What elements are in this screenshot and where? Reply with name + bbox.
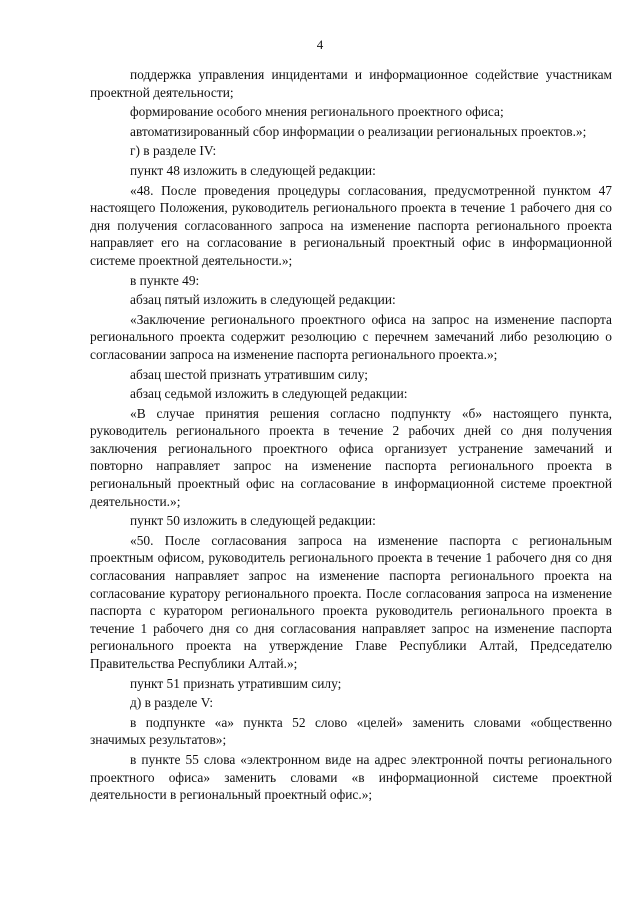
paragraph: пункт 51 признать утратившим силу; [130, 675, 342, 691]
paragraph: формирование особого мнения регионального проектного офиса; [130, 104, 504, 120]
paragraph: абзац седьмой изложить в следующей редакции: [130, 386, 408, 402]
paragraph: абзац пятый изложить в следующей редакции: [130, 292, 396, 308]
paragraph: в пункте 55 слова «электронном виде на адрес электронной почты регионального проектного офиса» заменить словами «в информационной системе проектной деятельности в региональный проектный офис.»; [90, 751, 612, 803]
paragraph: г) в разделе IV: [130, 143, 217, 159]
paragraph: «50. После согласования запроса на изменение паспорта с региональным проектным офисом, руководитель регионального проекта в течение 1 рабочего дня со дня согласования направляет запрос на изменение паспорта регионального проекта на согласование куратору регионального проекта. После согласования запроса на изменение паспорта с куратором регионального проекта руководитель регионального проекта в течение 1 рабочего дня со дня согласования направляет запрос на изменение паспорта регионального проекта на утверждение Главе Республики Алтай, Председателю Правительства Республики Алтай.»; [90, 532, 612, 671]
paragraph: «Заключение регионального проектного офиса на запрос на изменение паспорта регионального проекта содержит резолюцию с перечнем замечаний либо резолюцию о согласовании запроса на изменение паспорта регионального проекта.»; [90, 311, 612, 362]
document-body [90, 66, 612, 806]
paragraph: абзац шестой признать утратившим силу; [130, 366, 368, 382]
paragraph: автоматизированный сбор информации о реализации региональных проектов.»; [130, 123, 587, 139]
paragraph: пункт 48 изложить в следующей редакции: [130, 162, 376, 178]
page-number: 4 [316, 37, 324, 52]
paragraph: д) в разделе V: [130, 695, 214, 711]
paragraph: «В случае принятия решения согласно подпункту «б» настоящего пункта, руководитель регионального проекта в течение 2 рабочих дней со дня получения заключения регионального проектного офиса организует устранение замечаний и повторно направляет запрос на изменение паспорта регионального проекта в региональный проектный офис на согласование в информационной системе проектной деятельности.»; [90, 405, 612, 509]
paragraph: в пункте 49: [130, 272, 200, 288]
paragraph: пункт 50 изложить в следующей редакции: [130, 513, 376, 529]
paragraph: «48. После проведения процедуры согласования, предусмотренной пунктом 47 настоящего Положения, руководитель регионального проекта в течение 1 рабочего дня со дня получения согласованного запроса на изменение паспорта регионального проекта направляет его на согласование в региональный проектный офис в информационной системе проектной деятельности.»; [90, 182, 612, 268]
paragraph: в подпункте «а» пункта 52 слово «целей» заменить словами «общественно значимых результатов»; [90, 714, 612, 748]
paragraph: поддержка управления инцидентами и информационное содействие участникам проектной деятельности; [90, 67, 612, 100]
